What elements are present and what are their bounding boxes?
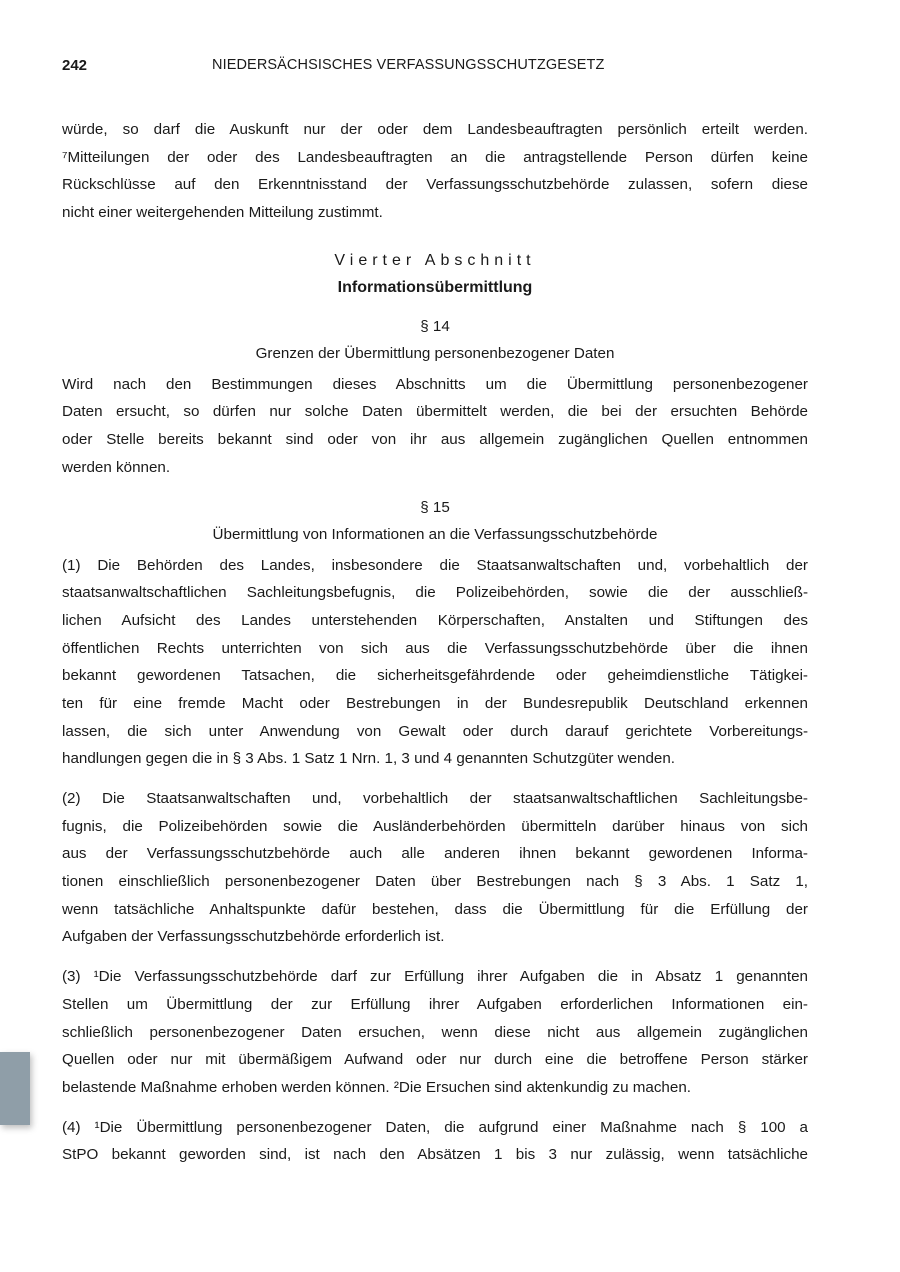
paragraph — [62, 552, 808, 774]
text-line: (1) Die Behörden des Landes, insbesondere die Staatsanwaltschaften und, vorbehaltlich der — [62, 556, 808, 574]
text-line: Wird nach den Bestimmungen dieses Abschnitts um die Übermittlung personenbezogener — [62, 375, 808, 393]
text-line: öffentlichen Rechts unterrichten von sich aus die Verfassungsschutzbehörde über die ihnen — [62, 639, 808, 657]
text-line: staatsanwaltschaftlichen Sachleitungsbefugnis, die Polizeibehörden, sowie die der ausschließ- — [62, 584, 808, 602]
paragraph-number: § 15 — [420, 498, 450, 516]
text-line: Daten ersucht, so dürfen nur solche Daten übermittelt werden, die bei der ersuchten Behörde — [62, 403, 808, 421]
text-line: Stellen um Übermittlung der zur Erfüllung ihrer Aufgaben erforderlichen Informationen ein- — [62, 995, 808, 1013]
text-line: nicht einer weitergehenden Mitteilung zustimmt. — [62, 204, 383, 222]
text-line: fugnis, die Polizeibehörden sowie die Ausländerbehörden übermitteln darüber hinaus von sich — [62, 817, 808, 835]
text-line: lichen Aufsicht des Landes unterstehenden Körperschaften, Anstalten und Stiftungen des — [62, 611, 808, 629]
text-line: StPO bekannt geworden sind, ist nach den Absätzen 1 bis 3 nur zulässig, wenn tatsächliche — [62, 1146, 808, 1164]
text-line: werden können. — [62, 458, 171, 476]
text-line: aus der Verfassungsschutzbehörde auch alle anderen ihnen bekannt gewordenen Informa- — [62, 845, 808, 863]
text-line: handlungen gegen die in § 3 Abs. 1 Satz 1 Nrn. 1, 3 und 4 genannten Schutzgüter wenden. — [62, 750, 676, 768]
paragraph-title: Übermittlung von Informationen an die Verfassungsschutzbehörde — [212, 525, 658, 543]
paragraph — [62, 371, 808, 482]
paragraph-title: Grenzen der Übermittlung personenbezogener Daten — [255, 344, 615, 362]
text-line: tionen einschließlich personenbezogener Daten über Bestrebungen nach § 3 Abs. 1 Satz 1, — [62, 873, 808, 891]
text-line: (4) ¹Die Übermittlung personenbezogener Daten, die aufgrund einer Maßnahme nach § 100 a — [62, 1118, 808, 1136]
section-heading — [62, 247, 808, 301]
text-line: bekannt gewordenen Tatsachen, die sicherheitsgefährdende oder geheimdienstliche Tätigkei- — [62, 667, 808, 685]
text-line: Aufgaben der Verfassungsschutzbehörde erforderlich ist. — [62, 928, 445, 946]
document-body — [62, 116, 808, 1181]
text-line: Quellen oder nur mit übermäßigem Aufwand oder nur durch eine die betroffene Person stärker — [62, 1051, 808, 1069]
page-header — [62, 57, 822, 79]
text-line: oder Stelle bereits bekannt sind oder von ihr aus allgemein zugänglichen Quellen entnommen — [62, 431, 808, 449]
paragraph — [62, 116, 808, 227]
paragraph — [62, 785, 808, 951]
text-line: schließlich personenbezogener Daten ersuchen, wenn diese nicht aus allgemein zugänglichen — [62, 1023, 808, 1041]
section-label: Vierter Abschnitt — [334, 251, 536, 269]
paragraph — [62, 1114, 808, 1169]
text-line: wenn tatsächliche Anhaltspunkte dafür bestehen, dass die Übermittlung für die Erfüllung der — [62, 900, 808, 918]
paragraph — [62, 963, 808, 1101]
section-title: Informationsübermittlung — [337, 278, 533, 296]
text-line: lassen, die sich unter Anwendung von Gewalt oder durch darauf gerichtete Vorbereitungs- — [62, 722, 808, 740]
paragraph-number: § 14 — [420, 317, 450, 335]
text-line: belastende Maßnahme erhoben werden können. ²Die Ersuchen sind aktenkundig zu machen. — [62, 1078, 691, 1096]
text-line: würde, so darf die Auskunft nur der oder dem Landesbeauftragten persönlich erteilt werden. — [62, 121, 808, 138]
page-number: 242 — [62, 57, 88, 74]
paragraph-heading — [62, 313, 808, 367]
paragraph-heading — [62, 494, 808, 548]
text-line: ten für eine fremde Macht oder Bestrebungen in der Bundesrepublik Deutschland erkennen — [62, 694, 808, 712]
text-line: (3) ¹Die Verfassungsschutzbehörde darf zur Erfüllung ihrer Aufgaben die in Absatz 1 genannten — [62, 968, 808, 986]
thumb-index-tab — [0, 1052, 30, 1125]
running-title: NIEDERSÄCHSISCHES VERFASSUNGSSCHUTZGESETZ — [212, 57, 605, 73]
text-line: (2) Die Staatsanwaltschaften und, vorbehaltlich der staatsanwaltschaftlichen Sachleitungsbe- — [62, 790, 808, 807]
text-line: ⁷Mitteilungen der oder des Landesbeauftragten an die antragstellende Person dürfen keine — [62, 148, 808, 166]
text-line: Rückschlüsse auf den Erkenntnisstand der Verfassungsschutzbehörde zulassen, sofern diese — [62, 176, 808, 194]
